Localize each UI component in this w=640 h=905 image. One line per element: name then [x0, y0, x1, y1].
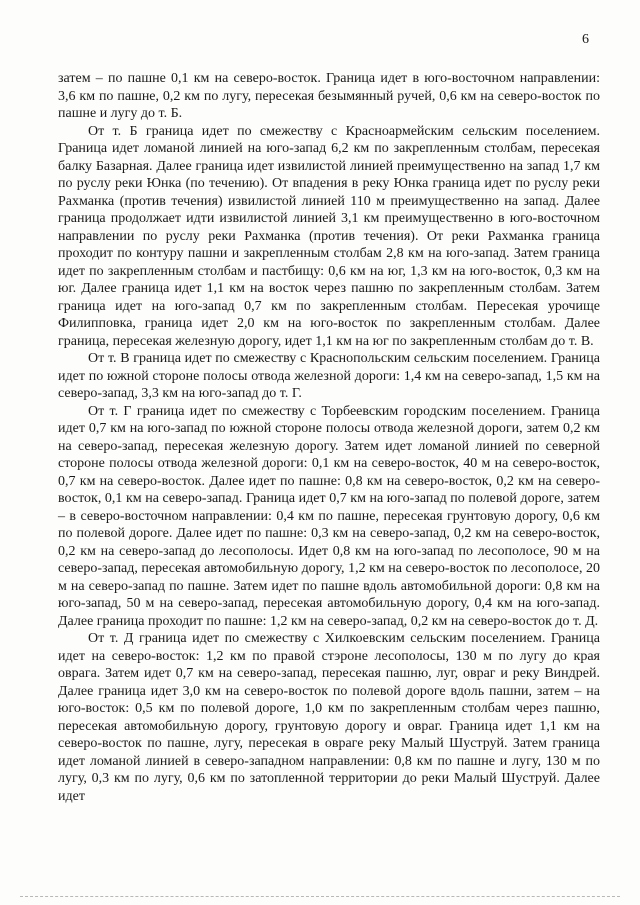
paragraph: От т. Г граница идет по смежеству с Торбеевским городским поселением. Граница идет 0,7 км на юго-запад по южной стороне полосы отвода железной дороги, затем 0,2 км на северо-запад, пересекая железную дорогу. Затем идет ломаной линией по северной стороне полосы отвода железной дороги: 0,1 км на северо-восток, 40 м на северо-восток, 0,7 км на северо-восток. Далее идет по пашне: 0,8 км на северо-восток, 0,2 км на северо-восток, 0,1 км на северо-запад. Граница идет 0,7 км на юго-запад по полевой дороге, затем – в северо-восточном направлении: 0,4 км по пашне, пересекая грунтовую дорогу, 0,6 км по полевой дороге. Далее идет по пашне: 0,3 км на северо-запад, 0,2 км на северо-восток, 0,2 км на северо-запад до лесополосы. Идет 0,8 км на юго-запад по лесополосе, 90 м на северо-запад, пересекая автомобильную дорогу, 1,2 км на северо-восток по лесополосе, 20 м на северо-запад по пашне. Затем идет по пашне вдоль автомобильной дороги: 0,8 км на юго-запад, 50 м на северо-запад, пересекая автомобильную дорогу, 0,4 км на юго-запад. Далее граница проходит по пашне: 1,2 км на северо-запад, 0,2 км на северо-восток до т. Д.: [58, 403, 600, 629]
paragraph: затем – по пашне 0,1 км на северо-восток. Граница идет в юго-восточном направлении: 3,6 км по пашне, 0,2 км по лугу, пересекая безымянный ручей, 0,6 км на северо-восток по пашне и лугу до т. Б.: [58, 71, 600, 121]
page-number: 6: [582, 32, 589, 47]
paragraph: От т. Б граница идет по смежеству с Красноармейским сельским поселением. Граница идет ломаной линией на юго-запад 6,2 км по закрепленным столбам, пересекая балку Базарная. Далее граница идет извилистой линией преимущественно на запад 1,7 км по руслу реки Юнка (по течению). От впадения в реку Юнка граница идет по руслу реки Рахманка (против течения) извилистой линией 110 м преимущественно на запад. Далее граница продолжает идти извилистой линией 3,1 км преимущественно в юго-восточном направлении по руслу реки Рахманка (против течения). От реки Рахманка граница проходит по контуру пашни и закрепленным столбам 2,8 км на юго-запад. Затем граница идет по закрепленным столбам и пастбищу: 0,6 км на юг, 1,3 км на юго-восток, 0,3 км на юг. Далее граница идет 1,1 км на восток через пашню по закрепленным столбам. Затем граница идет на юго-запад 0,7 км по закрепленным столбам. Пересекая урочище Филипповка, граница идет 2,0 км на юго-восток по закрепленным столбам. Далее граница, пересекая железную дорогу, идет 1,1 км на юг по закрепленным столбам до т. В.: [58, 123, 600, 349]
scan-bottom-edge: [20, 896, 620, 898]
document-body: [58, 70, 600, 805]
paragraph: От т. В граница идет по смежеству с Краснопольским сельским поселением. Граница идет по южной стороне полосы отвода железной дороги: 1,4 км на северо-запад, 1,5 км на северо-запад, 3,3 км на юго-запад до т. Г.: [58, 351, 600, 401]
paragraph: От т. Д граница идет по смежеству с Хилкоевским сельским поселением. Граница идет на северо-восток: 1,2 км по правой стэроне лесополосы, 130 м по лугу до края оврага. Затем идет 0,7 км на северо-запад, пересекая пашню, луг, овраг и реку Виндрей. Далее граница идет 3,0 км на северо-восток по полевой дороге вдоль пашни, затем – на юго-восток: 0,5 км по полевой дороге, 1,0 км по закрепленным столбам через пашню, пересекая автомобильную дорогу, грунтовую дорогу и овраг. Граница идет 1,1 км на северо-восток по пашне, лугу, пересекая в овраге реку Малый Шуструй. Затем граница идет ломаной линией в северо-западном направлении: 0,8 км по пашне и лугу, 130 м по лугу, 0,3 км по лугу, 0,6 км по затопленной территории до реки Малый Шуструй. Далее идет: [58, 631, 600, 804]
